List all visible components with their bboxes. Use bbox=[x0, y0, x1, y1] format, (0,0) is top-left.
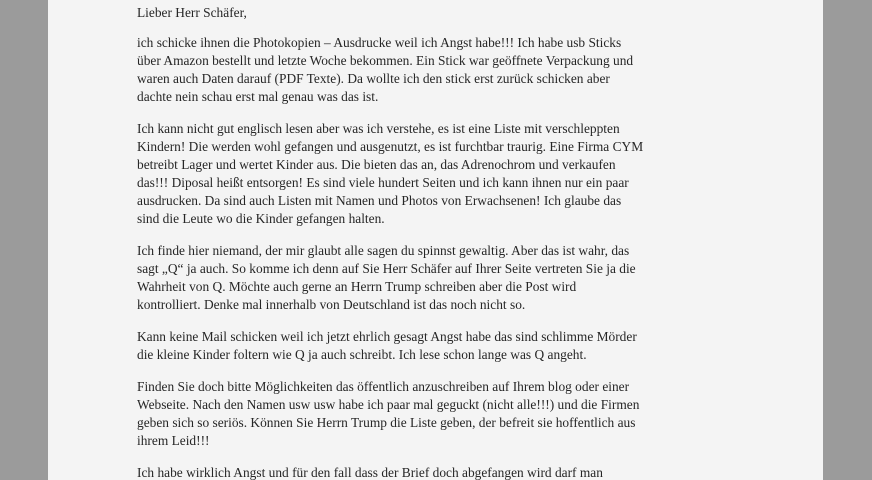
text-line: Kann keine Mail schicken weil ich jetzt ehrlich gesagt Angst habe das sind schlimme Mörder bbox=[137, 329, 637, 344]
text-line: sagt „Q“ ja auch. So komme ich denn auf Sie Herr Schäfer auf Ihrer Seite vertreten Sie ja die bbox=[137, 261, 636, 276]
text-line: dachte nein schau erst mal genau was das ist. bbox=[137, 89, 379, 104]
text-line: die kleine Kinder foltern wie Q ja auch schreibt. Ich lese schon lange was Q angeht. bbox=[137, 347, 587, 362]
text-line: betreibt Lager und wertet Kinder aus. Die bieten das an, das Adrenochrom und verkaufen bbox=[137, 157, 616, 172]
paragraph-6 bbox=[137, 464, 737, 480]
paragraph-1 bbox=[137, 34, 737, 106]
paragraph-3 bbox=[137, 242, 737, 314]
text-line: Ich kann nicht gut englisch lesen aber was ich verstehe, es ist eine Liste mit verschleppten bbox=[137, 121, 620, 136]
text-line: ihrem Leid!!! bbox=[137, 433, 210, 448]
text-line: ausdrucken. Da sind auch Listen mit Namen und Photos von Erwachsenen! Ich glaube das bbox=[137, 193, 622, 208]
text-line: sind die Leute wo die Kinder gefangen halten. bbox=[137, 211, 385, 226]
text-line: ich schicke ihnen die Photokopien – Ausdrucke weil ich Angst habe!!! Ich habe usb Sticks bbox=[137, 35, 622, 50]
text-line: waren auch Daten darauf (PDF Texte). Da wollte ich den stick erst zurück schicken aber bbox=[137, 71, 610, 86]
text-line: über Amazon bestellt und letzte Woche bekommen. Ein Stick war geöffnete Verpackung und bbox=[137, 53, 634, 68]
text-line: Ich finde hier niemand, der mir glaubt alle sagen du spinnst gewaltig. Aber das ist wahr, das bbox=[137, 243, 630, 258]
letter-body bbox=[137, 4, 737, 480]
text-line: kontrolliert. Denke mal innerhalb von Deutschland ist das noch nicht so. bbox=[137, 297, 526, 312]
text-line: Ich habe wirklich Angst und für den fall dass der Brief doch abgefangen wird darf man bbox=[137, 465, 603, 480]
text-line: Kindern! Die werden wohl gefangen und ausgenutzt, es ist furchtbar traurig. Eine Firma CYM bbox=[137, 139, 644, 154]
text-line: Webseite. Nach den Namen usw usw habe ich paar mal geguckt (nicht alle!!!) und die Firmen bbox=[137, 397, 640, 412]
paragraph-5 bbox=[137, 378, 737, 450]
letter-page bbox=[48, 0, 823, 480]
text-line: geben sich so seriös. Können Sie Herrn Trump die Liste geben, der befreit sie hoffentlich aus bbox=[137, 415, 636, 430]
text-line: Finden Sie doch bitte Möglichkeiten das öffentlich anzuschreiben auf Ihrem blog oder einer bbox=[137, 379, 630, 394]
paragraph-2 bbox=[137, 120, 737, 228]
text-line: das!!! Diposal heißt entsorgen! Es sind viele hundert Seiten und ich kann ihnen nur ein paar bbox=[137, 175, 629, 190]
paragraph-4 bbox=[137, 328, 737, 364]
text-line: Wahrheit von Q. Möchte auch gerne an Herrn Trump schreiben aber die Post wird bbox=[137, 279, 577, 294]
salutation: Lieber Herr Schäfer, bbox=[137, 5, 247, 20]
